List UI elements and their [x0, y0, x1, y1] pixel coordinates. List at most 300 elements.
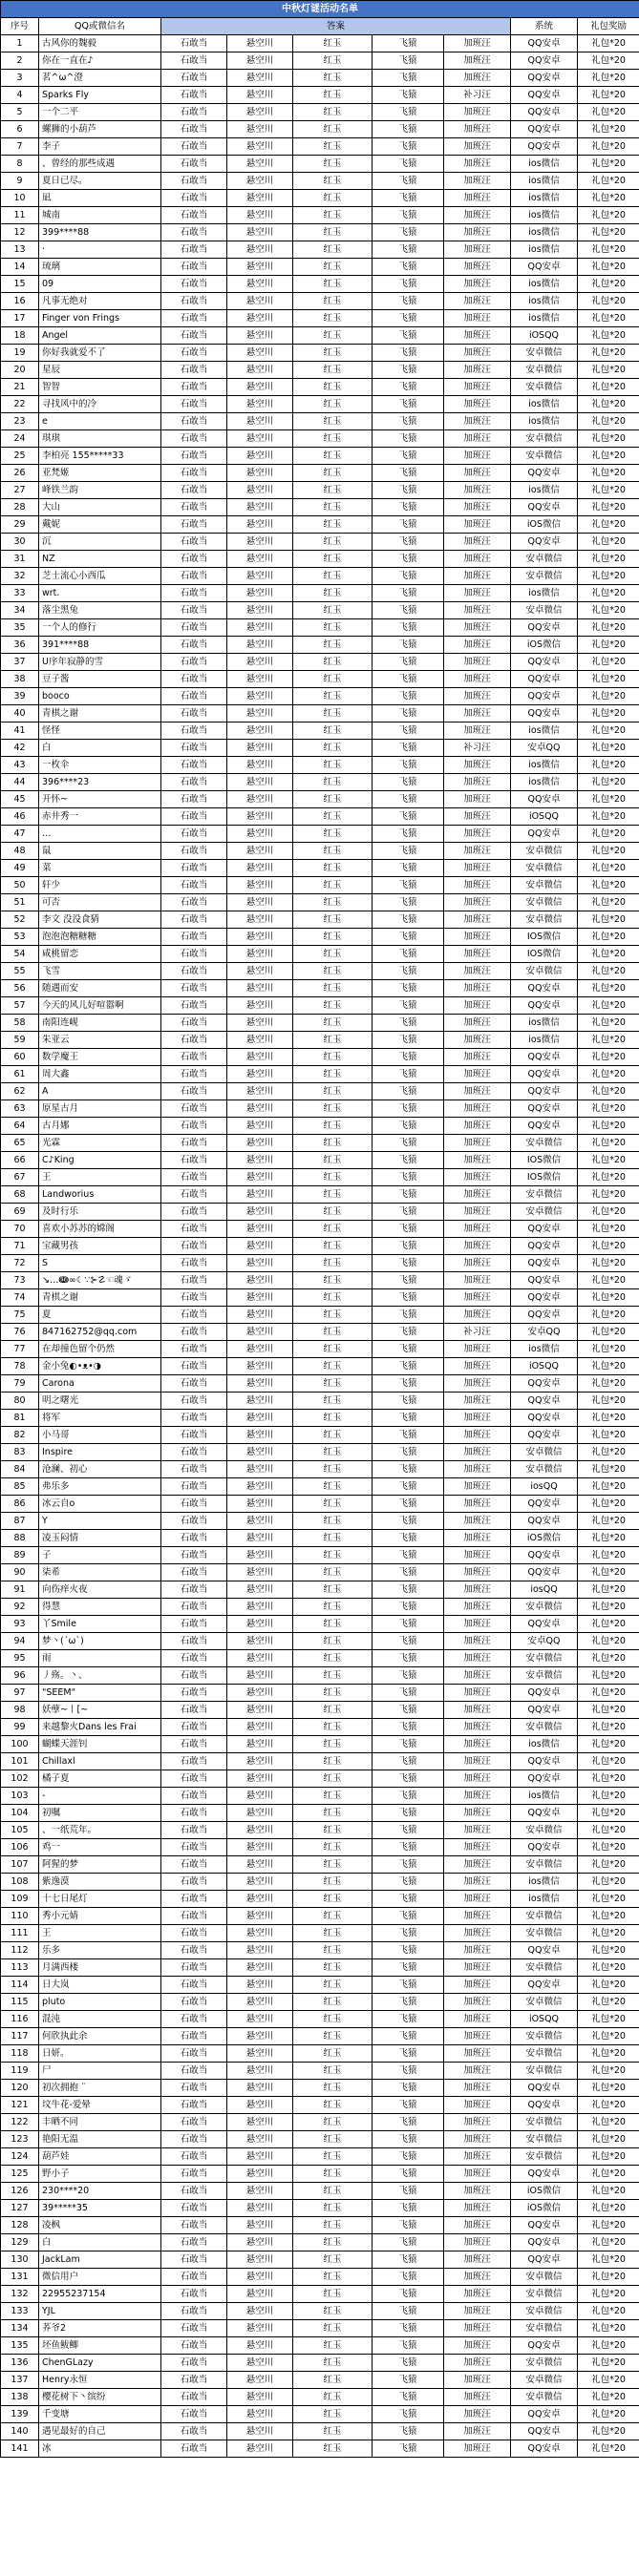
answer-2-cell: 悬空川	[227, 1513, 293, 1530]
system-cell: iOS微信	[511, 516, 578, 534]
answer-5-cell: 加班汪	[444, 2234, 511, 2251]
answer-2-cell: 悬空川	[227, 1427, 293, 1444]
answer-5-cell: 加班汪	[444, 1461, 511, 1478]
reward-cell: 礼包*20	[578, 585, 639, 602]
system-cell: 安卓微信	[511, 1461, 578, 1478]
answer-1-cell: 石敢当	[161, 1221, 227, 1238]
row-number-cell: 26	[1, 465, 39, 482]
player-name-cell: 十七日尾灯	[39, 1891, 161, 1908]
table-row	[1, 1581, 639, 1599]
answer-4-cell: 飞猿	[373, 1959, 444, 1977]
system-cell: ios微信	[511, 482, 578, 499]
row-number-cell: 29	[1, 516, 39, 534]
table-row	[1, 1496, 639, 1513]
answer-4-cell: 飞猿	[373, 2166, 444, 2183]
answer-2-cell: 悬空川	[227, 1925, 293, 1942]
answer-2-cell: 悬空川	[227, 551, 293, 568]
answer-5-cell: 加班汪	[444, 980, 511, 997]
answer-2-cell: 悬空川	[227, 465, 293, 482]
reward-cell: 礼包*20	[578, 259, 639, 276]
answer-3-cell: 红玉	[293, 534, 373, 551]
answer-5-cell: 加班汪	[444, 2406, 511, 2423]
answer-4-cell: 飞猿	[373, 465, 444, 482]
answer-3-cell: 红玉	[293, 1427, 373, 1444]
reward-cell: 礼包*20	[578, 602, 639, 619]
answer-4-cell: 飞猿	[373, 2028, 444, 2045]
header-name: QQ或微信名	[39, 18, 161, 35]
answer-1-cell: 石敢当	[161, 2440, 227, 2458]
answer-5-cell: 加班汪	[444, 413, 511, 430]
answer-4-cell: 飞猿	[373, 980, 444, 997]
table-row	[1, 1839, 639, 1856]
row-number-cell: 43	[1, 757, 39, 774]
answer-5-cell: 加班汪	[444, 1307, 511, 1324]
row-number-cell: 22	[1, 396, 39, 413]
answer-4-cell: 飞猿	[373, 2251, 444, 2269]
row-number-cell: 60	[1, 1049, 39, 1066]
table-row	[1, 430, 639, 448]
table-row	[1, 1650, 639, 1667]
row-number-cell: 70	[1, 1221, 39, 1238]
answer-2-cell: 悬空川	[227, 2440, 293, 2458]
table-row	[1, 224, 639, 241]
table-row	[1, 1874, 639, 1891]
answer-5-cell: 加班汪	[444, 1066, 511, 1083]
player-name-cell: NZ	[39, 551, 161, 568]
answer-4-cell: 飞猿	[373, 2303, 444, 2320]
row-number-cell: 59	[1, 1032, 39, 1049]
answer-1-cell: 石敢当	[161, 1341, 227, 1358]
player-name-cell: 弗乐多	[39, 1478, 161, 1496]
system-cell: QQ安卓	[511, 534, 578, 551]
answer-1-cell: 石敢当	[161, 585, 227, 602]
answer-4-cell: 飞猿	[373, 688, 444, 705]
player-name-cell: 随遇而安	[39, 980, 161, 997]
answer-2-cell: 悬空川	[227, 70, 293, 87]
answer-3-cell: 红玉	[293, 1908, 373, 1925]
answer-3-cell: 红玉	[293, 1736, 373, 1753]
row-number-cell: 84	[1, 1461, 39, 1478]
reward-cell: 礼包*20	[578, 688, 639, 705]
system-cell: ios微信	[511, 241, 578, 259]
row-number-cell: 132	[1, 2286, 39, 2303]
table-row	[1, 1925, 639, 1942]
answer-2-cell: 悬空川	[227, 1616, 293, 1633]
answer-2-cell: 悬空川	[227, 1788, 293, 1805]
answer-3-cell: 红玉	[293, 585, 373, 602]
answer-2-cell: 悬空川	[227, 1066, 293, 1083]
system-cell: 安卓微信	[511, 1444, 578, 1461]
answer-4-cell: 飞猿	[373, 843, 444, 860]
answer-2-cell: 悬空川	[227, 723, 293, 740]
system-cell: 安卓微信	[511, 602, 578, 619]
table-row	[1, 1513, 639, 1530]
answer-1-cell: 石敢当	[161, 1925, 227, 1942]
row-number-cell: 136	[1, 2355, 39, 2372]
answer-5-cell: 加班汪	[444, 2045, 511, 2063]
row-number-cell: 121	[1, 2097, 39, 2114]
system-cell: 安卓微信	[511, 1959, 578, 1977]
answer-1-cell: 石敢当	[161, 723, 227, 740]
system-cell: QQ安卓	[511, 1753, 578, 1770]
row-number-cell: 67	[1, 1169, 39, 1186]
reward-cell: 礼包*20	[578, 1410, 639, 1427]
row-number-cell: 71	[1, 1238, 39, 1255]
answer-5-cell: 加班汪	[444, 1874, 511, 1891]
table-row	[1, 654, 639, 671]
answer-4-cell: 飞猿	[373, 1925, 444, 1942]
answer-4-cell: 飞猿	[373, 2337, 444, 2355]
reward-cell: 礼包*20	[578, 1770, 639, 1788]
player-name-cell: 坯鱼鲅鲫	[39, 2337, 161, 2355]
answer-2-cell: 悬空川	[227, 1994, 293, 2011]
answer-4-cell: 飞猿	[373, 791, 444, 808]
answer-5-cell: 加班汪	[444, 894, 511, 911]
player-name-cell: 冰云自o	[39, 1496, 161, 1513]
player-name-cell: 泡泡泡糖糖糖	[39, 929, 161, 946]
answer-2-cell: 悬空川	[227, 963, 293, 980]
table-row	[1, 671, 639, 688]
row-number-cell: 12	[1, 224, 39, 241]
player-name-cell: 、一纸荒年。	[39, 1822, 161, 1839]
player-name-cell: 鸡一	[39, 1839, 161, 1856]
answer-4-cell: 飞猿	[373, 1032, 444, 1049]
answer-2-cell: 悬空川	[227, 1118, 293, 1135]
answer-5-cell: 加班汪	[444, 207, 511, 224]
player-name-cell: 夏日已尽。	[39, 173, 161, 190]
reward-cell: 礼包*20	[578, 1564, 639, 1581]
reward-cell: 礼包*20	[578, 52, 639, 70]
table-row	[1, 1770, 639, 1788]
answer-5-cell: 加班汪	[444, 1942, 511, 1959]
answer-5-cell: 加班汪	[444, 1135, 511, 1152]
table-row	[1, 1547, 639, 1564]
answer-2-cell: 悬空川	[227, 2097, 293, 2114]
player-name-cell: U序年寂静的雪	[39, 654, 161, 671]
answer-3-cell: 红玉	[293, 345, 373, 362]
answer-1-cell: 石敢当	[161, 2406, 227, 2423]
answer-5-cell: 加班汪	[444, 723, 511, 740]
table-row	[1, 1289, 639, 1307]
answer-5-cell: 加班汪	[444, 156, 511, 173]
answer-1-cell: 石敢当	[161, 207, 227, 224]
answer-4-cell: 飞猿	[373, 1856, 444, 1874]
answer-4-cell: 飞猿	[373, 1977, 444, 1994]
row-number-cell: 20	[1, 362, 39, 379]
answer-1-cell: 石敢当	[161, 1650, 227, 1667]
answer-5-cell: 加班汪	[444, 2372, 511, 2389]
table-row	[1, 1942, 639, 1959]
player-name-cell: Finger von Frings	[39, 310, 161, 327]
answer-2-cell: 悬空川	[227, 1822, 293, 1839]
reward-cell: 礼包*20	[578, 2234, 639, 2251]
answer-5-cell: 加班汪	[444, 259, 511, 276]
table-row	[1, 1169, 639, 1186]
player-name-cell: 荞爷2	[39, 2320, 161, 2337]
answer-4-cell: 飞猿	[373, 568, 444, 585]
answer-4-cell: 飞猿	[373, 1461, 444, 1478]
answer-3-cell: 红玉	[293, 362, 373, 379]
answer-3-cell: 红玉	[293, 2303, 373, 2320]
player-name-cell: 凌枫	[39, 2217, 161, 2234]
row-number-cell: 25	[1, 448, 39, 465]
reward-cell: 礼包*20	[578, 1393, 639, 1410]
row-number-cell: 105	[1, 1822, 39, 1839]
reward-cell: 礼包*20	[578, 1719, 639, 1736]
table-row	[1, 362, 639, 379]
answer-5-cell: 加班汪	[444, 241, 511, 259]
answer-4-cell: 飞猿	[373, 894, 444, 911]
table-row	[1, 2286, 639, 2303]
system-cell: 安卓微信	[511, 2372, 578, 2389]
answer-2-cell: 悬空川	[227, 774, 293, 791]
player-name-cell: 白	[39, 2234, 161, 2251]
reward-cell: 礼包*20	[578, 1015, 639, 1032]
answer-3-cell: 红玉	[293, 757, 373, 774]
table-row	[1, 1272, 639, 1289]
answer-5-cell: 加班汪	[444, 1994, 511, 2011]
answer-1-cell: 石敢当	[161, 52, 227, 70]
row-number-cell: 85	[1, 1478, 39, 1496]
answer-4-cell: 飞猿	[373, 2097, 444, 2114]
player-name-cell: 柒希	[39, 1564, 161, 1581]
answer-4-cell: 飞猿	[373, 997, 444, 1015]
answer-3-cell: 红玉	[293, 1186, 373, 1204]
player-name-cell: wrt.	[39, 585, 161, 602]
player-name-cell: 宝藏男孩	[39, 1238, 161, 1255]
reward-cell: 礼包*20	[578, 1255, 639, 1272]
answer-3-cell: 红玉	[293, 2372, 373, 2389]
answer-2-cell: 悬空川	[227, 2234, 293, 2251]
answer-4-cell: 飞猿	[373, 1358, 444, 1375]
table-row	[1, 1633, 639, 1650]
answer-4-cell: 飞猿	[373, 1307, 444, 1324]
answer-2-cell: 悬空川	[227, 2200, 293, 2217]
answer-5-cell: 加班汪	[444, 2131, 511, 2148]
row-number-cell: 11	[1, 207, 39, 224]
answer-2-cell: 悬空川	[227, 1959, 293, 1977]
player-name-cell: 何欣执此余	[39, 2028, 161, 2045]
reward-cell: 礼包*20	[578, 2028, 639, 2045]
table-row	[1, 293, 639, 310]
answer-3-cell: 红玉	[293, 791, 373, 808]
player-name-cell: Chillaxl	[39, 1753, 161, 1770]
answer-1-cell: 石敢当	[161, 1599, 227, 1616]
answer-3-cell: 红玉	[293, 1461, 373, 1478]
answer-4-cell: 飞猿	[373, 1513, 444, 1530]
player-name-cell: C♪King	[39, 1152, 161, 1169]
reward-cell: 礼包*20	[578, 310, 639, 327]
player-name-cell: Carona	[39, 1375, 161, 1393]
answer-5-cell: 加班汪	[444, 1410, 511, 1427]
table-row	[1, 499, 639, 516]
row-number-cell: 50	[1, 877, 39, 894]
answer-3-cell: 红玉	[293, 602, 373, 619]
table-row	[1, 1015, 639, 1032]
answer-5-cell: 加班汪	[444, 379, 511, 396]
reward-cell: 礼包*20	[578, 1839, 639, 1856]
answer-3-cell: 红玉	[293, 465, 373, 482]
answer-2-cell: 悬空川	[227, 156, 293, 173]
answer-3-cell: 红玉	[293, 276, 373, 293]
answer-5-cell: 加班汪	[444, 52, 511, 70]
player-name-cell: 秀小元婧	[39, 1908, 161, 1925]
reward-cell: 礼包*20	[578, 2114, 639, 2131]
row-number-cell: 87	[1, 1513, 39, 1530]
answer-5-cell: 加班汪	[444, 1444, 511, 1461]
player-name-cell: 怪怪	[39, 723, 161, 740]
player-name-cell: 赤井秀一	[39, 808, 161, 826]
player-name-cell: 399****88	[39, 224, 161, 241]
answer-3-cell: 红玉	[293, 1685, 373, 1702]
answer-5-cell: 加班汪	[444, 1633, 511, 1650]
answer-3-cell: 红玉	[293, 173, 373, 190]
table-row	[1, 2028, 639, 2045]
answer-2-cell: 悬空川	[227, 2286, 293, 2303]
row-number-cell: 115	[1, 1994, 39, 2011]
player-name-cell: 日妍。	[39, 2045, 161, 2063]
player-name-cell: 艳阳无温	[39, 2131, 161, 2148]
reward-cell: 礼包*20	[578, 1908, 639, 1925]
answer-4-cell: 飞猿	[373, 2423, 444, 2440]
answer-4-cell: 飞猿	[373, 2269, 444, 2286]
answer-2-cell: 悬空川	[227, 1719, 293, 1736]
system-cell: 安卓微信	[511, 2269, 578, 2286]
player-name-cell: 橘子夏	[39, 1770, 161, 1788]
answer-5-cell: 加班汪	[444, 1753, 511, 1770]
player-name-cell: 沧澜、初心	[39, 1461, 161, 1478]
answer-3-cell: 红玉	[293, 688, 373, 705]
answer-1-cell: 石敢当	[161, 1874, 227, 1891]
answer-2-cell: 悬空川	[227, 808, 293, 826]
system-cell: 安卓微信	[511, 2320, 578, 2337]
answer-2-cell: 悬空川	[227, 1444, 293, 1461]
player-name-cell: 将军	[39, 1410, 161, 1427]
player-name-cell: 230****20	[39, 2183, 161, 2200]
answer-2-cell: 悬空川	[227, 430, 293, 448]
answer-3-cell: 红玉	[293, 1753, 373, 1770]
answer-5-cell: 加班汪	[444, 138, 511, 156]
answer-2-cell: 悬空川	[227, 1393, 293, 1410]
answer-1-cell: 石敢当	[161, 1942, 227, 1959]
answer-5-cell: 加班汪	[444, 2063, 511, 2080]
answer-1-cell: 石敢当	[161, 396, 227, 413]
answer-4-cell: 飞猿	[373, 1221, 444, 1238]
table-row	[1, 241, 639, 259]
answer-4-cell: 飞猿	[373, 1891, 444, 1908]
answer-3-cell: 红玉	[293, 1341, 373, 1358]
player-name-cell: 落尘黑兔	[39, 602, 161, 619]
reward-cell: 礼包*20	[578, 654, 639, 671]
system-cell: 安卓微信	[511, 2114, 578, 2131]
system-cell: ios微信	[511, 1891, 578, 1908]
answer-5-cell: 加班汪	[444, 791, 511, 808]
answer-4-cell: 飞猿	[373, 1581, 444, 1599]
reward-cell: 礼包*20	[578, 1289, 639, 1307]
row-number-cell: 62	[1, 1083, 39, 1100]
answer-1-cell: 石敢当	[161, 1204, 227, 1221]
answer-4-cell: 飞猿	[373, 911, 444, 929]
answer-3-cell: 红玉	[293, 2097, 373, 2114]
answer-1-cell: 石敢当	[161, 35, 227, 52]
answer-1-cell: 石敢当	[161, 293, 227, 310]
answer-5-cell: 加班汪	[444, 327, 511, 345]
answer-4-cell: 飞猿	[373, 1289, 444, 1307]
system-cell: QQ安卓	[511, 1118, 578, 1135]
player-name-cell: 尸	[39, 2063, 161, 2080]
answer-3-cell: 红玉	[293, 396, 373, 413]
answer-3-cell: 红玉	[293, 1770, 373, 1788]
header-reward: 礼包奖励	[578, 18, 639, 35]
system-cell: iOS微信	[511, 1530, 578, 1547]
answer-5-cell: 加班汪	[444, 2286, 511, 2303]
answer-5-cell: 加班汪	[444, 671, 511, 688]
answer-1-cell: 石敢当	[161, 826, 227, 843]
row-number-cell: 68	[1, 1186, 39, 1204]
answer-1-cell: 石敢当	[161, 2148, 227, 2166]
answer-3-cell: 红玉	[293, 1925, 373, 1942]
system-cell: QQ安卓	[511, 1375, 578, 1393]
row-number-cell: 125	[1, 2166, 39, 2183]
table-row	[1, 2148, 639, 2166]
row-number-cell: 124	[1, 2148, 39, 2166]
answer-5-cell: 加班汪	[444, 654, 511, 671]
row-number-cell: 114	[1, 1977, 39, 1994]
reward-cell: 礼包*20	[578, 1478, 639, 1496]
answer-4-cell: 飞猿	[373, 757, 444, 774]
table-row	[1, 1221, 639, 1238]
answer-4-cell: 飞猿	[373, 362, 444, 379]
answer-2-cell: 悬空川	[227, 1564, 293, 1581]
answer-5-cell: 加班汪	[444, 1427, 511, 1444]
player-name-cell: 凡事无绝对	[39, 293, 161, 310]
row-number-cell: 72	[1, 1255, 39, 1272]
answer-2-cell: 悬空川	[227, 2372, 293, 2389]
table-row	[1, 585, 639, 602]
answer-5-cell: 加班汪	[444, 2028, 511, 2045]
table-row	[1, 327, 639, 345]
answer-3-cell: 红玉	[293, 1204, 373, 1221]
answer-2-cell: 悬空川	[227, 1650, 293, 1667]
answer-5-cell: 加班汪	[444, 2303, 511, 2320]
answer-5-cell: 加班汪	[444, 1770, 511, 1788]
player-name-cell: Landworius	[39, 1186, 161, 1204]
answer-3-cell: 红玉	[293, 35, 373, 52]
reward-cell: 礼包*20	[578, 2183, 639, 2200]
system-cell: 安卓微信	[511, 345, 578, 362]
answer-1-cell: 石敢当	[161, 2234, 227, 2251]
answer-4-cell: 飞猿	[373, 52, 444, 70]
answer-4-cell: 飞猿	[373, 35, 444, 52]
answer-3-cell: 红玉	[293, 843, 373, 860]
player-name-cell: 847162752@qq.com	[39, 1324, 161, 1341]
answer-5-cell: 加班汪	[444, 2011, 511, 2028]
row-number-cell: 92	[1, 1599, 39, 1616]
answer-4-cell: 飞猿	[373, 1874, 444, 1891]
answer-4-cell: 飞猿	[373, 2011, 444, 2028]
answer-3-cell: 红玉	[293, 448, 373, 465]
row-number-cell: 16	[1, 293, 39, 310]
reward-cell: 礼包*20	[578, 87, 639, 104]
answer-4-cell: 飞猿	[373, 1375, 444, 1393]
answer-3-cell: 红玉	[293, 1856, 373, 1874]
answer-2-cell: 悬空川	[227, 1702, 293, 1719]
row-number-cell: 103	[1, 1788, 39, 1805]
answer-3-cell: 红玉	[293, 860, 373, 877]
system-cell: ios微信	[511, 1032, 578, 1049]
reward-cell: 礼包*20	[578, 1375, 639, 1393]
answer-4-cell: 飞猿	[373, 2440, 444, 2458]
